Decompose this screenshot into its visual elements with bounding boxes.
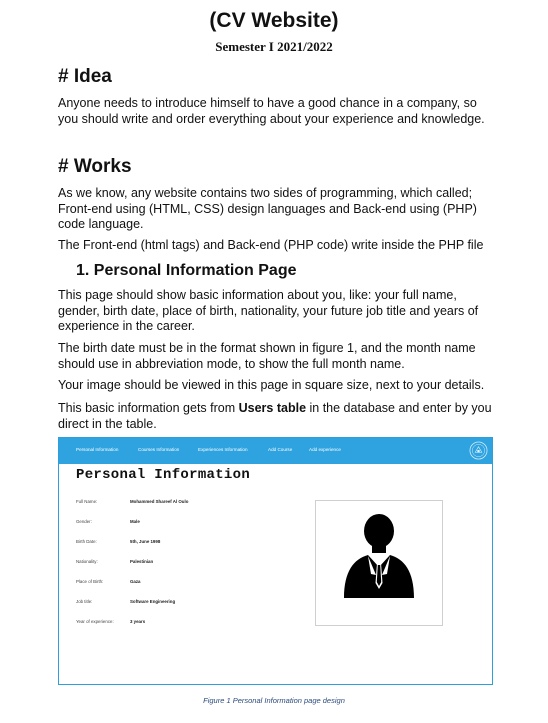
field-value: Palestinian — [130, 559, 154, 564]
field-value: Mohammed Shareef Al Oulo — [130, 499, 189, 504]
field-label: Gender: — [76, 519, 92, 524]
works-paragraph-2: The Front-end (html tags) and Back-end (PHP code) write inside the PHP file — [58, 238, 484, 252]
figure-page-title: Personal Information — [76, 467, 251, 483]
figure-caption: Figure 1 Personal Information page design — [203, 696, 345, 705]
profile-photo — [315, 500, 443, 626]
personal-page-heading: 1. Personal Information Page — [76, 262, 297, 279]
field-value: Male — [130, 519, 140, 524]
figure-personal-info-design — [58, 437, 493, 685]
p4-text-end: in the database and enter by you direct in the table. — [58, 401, 492, 431]
p4-text-start: This basic information gets from — [58, 401, 239, 415]
document-title: (CV Website) — [209, 9, 339, 32]
personal-paragraph-1: This page should show basic information about you, like: your full name, gender, birth date, place of birth, nationality, your future job title and years of experience in the career. — [58, 288, 479, 333]
field-label: Birth Date: — [76, 539, 97, 544]
nav-item-courses-information[interactable]: Courses Information — [138, 447, 180, 452]
field-label: Nationality: — [76, 559, 98, 564]
field-label: Full Name: — [76, 499, 98, 504]
field-label: Place of Birth: — [76, 579, 104, 584]
personal-paragraph-4 — [58, 401, 498, 432]
university-seal-icon — [469, 441, 488, 460]
field-label: Job title: — [76, 599, 93, 604]
figure-navbar — [59, 438, 492, 464]
works-heading: # Works — [58, 156, 132, 177]
nav-item-add-course[interactable]: Add Course — [268, 447, 293, 452]
field-value: Gaza — [130, 579, 141, 584]
field-value: 5th, June 1998 — [130, 539, 161, 544]
nav-item-personal-information[interactable]: Personal Information — [76, 447, 119, 452]
works-paragraph-1: As we know, any website contains two sides of programming, which called; Front-end using (HTML, CSS) design languages and Back-end using (PHP) code language. — [58, 186, 477, 231]
personal-paragraph-3: Your image should be viewed in this page in square size, next to your details. — [58, 378, 485, 392]
idea-paragraph: Anyone needs to introduce himself to have a good chance in a company, so you should write and order everything about your experience and knowledge. — [58, 96, 485, 126]
users-table-bold: Users table — [238, 401, 307, 415]
field-label: Year of experience: — [76, 619, 114, 624]
nav-item-add-experience[interactable]: Add experience — [309, 447, 341, 452]
nav-item-experiences-information[interactable]: Experiences Information — [198, 447, 248, 452]
idea-heading: # Idea — [58, 66, 112, 87]
personal-paragraph-2: The birth date must be in the format shown in figure 1, and the month name should use in abbreviation mode, to show the full month name. — [58, 341, 476, 371]
semester-label: Semester I 2021/2022 — [215, 39, 333, 54]
field-value: Software Engineering — [130, 599, 176, 604]
user-silhouette-icon — [316, 501, 442, 625]
field-value: 3 years — [130, 619, 146, 624]
